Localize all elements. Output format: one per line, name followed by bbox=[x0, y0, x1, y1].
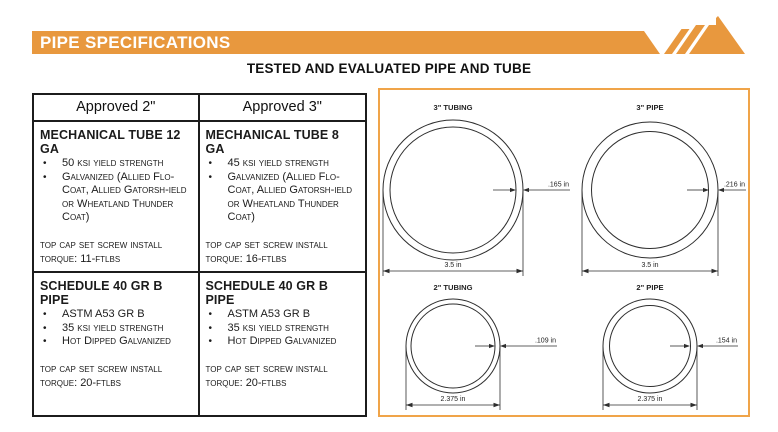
cell-mech-tube-12ga bbox=[34, 122, 200, 273]
spec-bullet: • 35 ksi yield strength bbox=[206, 322, 360, 336]
column-header-approved-2in: Approved 2" bbox=[34, 95, 200, 122]
bullet-dot: • bbox=[208, 309, 213, 320]
diagram-title: 3" PIPE bbox=[636, 103, 664, 112]
diagram-title: 3" TUBING bbox=[433, 103, 473, 112]
pipe-diagram-panel bbox=[378, 88, 750, 417]
spec-bullet: • 45 ksi yield strength bbox=[206, 157, 360, 171]
bullet-dot: • bbox=[208, 336, 213, 347]
torque-note: top cap set screw install torque: 16-ftlbs bbox=[205, 238, 328, 265]
diagram-2in-tubing bbox=[406, 283, 557, 410]
diagram-2in-pipe bbox=[603, 283, 738, 410]
cell-sch40-pipe-2in bbox=[34, 273, 200, 415]
diagram-3in-tubing bbox=[383, 103, 570, 276]
od-dimension-label: 2.375 in bbox=[637, 396, 663, 403]
bullet-dot: • bbox=[208, 322, 213, 334]
spec-bullet: • 35 ksi yield strength bbox=[40, 322, 192, 336]
spec-heading: SCHEDULE 40 GR B PIPE bbox=[40, 279, 163, 307]
wall-thickness-label: .165 in bbox=[547, 181, 569, 189]
cell-sch40-pipe-3in bbox=[200, 273, 366, 415]
spec-bullet: • 50 ksi yield strength bbox=[40, 157, 192, 171]
torque-note: top cap set screw install torque: 11-ftlbs bbox=[40, 238, 163, 265]
diagram-title: 2" PIPE bbox=[636, 283, 664, 292]
spec-heading: MECHANICAL TUBE 8 GA bbox=[205, 128, 339, 156]
sheet-subtitle: TESTED AND EVALUATED PIPE AND TUBE bbox=[246, 61, 532, 76]
spec-heading: SCHEDULE 40 GR B PIPE bbox=[205, 279, 328, 307]
cell-mech-tube-8ga bbox=[200, 122, 366, 273]
bullet-dot: • bbox=[43, 171, 47, 183]
od-dimension-label: 3.5 in bbox=[641, 262, 659, 269]
page-title: PIPE SPECIFICATIONS bbox=[40, 33, 231, 52]
diagram-3in-pipe bbox=[582, 103, 746, 276]
bullet-dot: • bbox=[208, 158, 213, 169]
spec-bullet: • Hot Dipped Galvanized bbox=[206, 335, 360, 349]
approved-pipe-table bbox=[32, 93, 367, 417]
column-header-approved-3in: Approved 3" bbox=[200, 95, 366, 122]
pipe-cross-section-diagrams bbox=[380, 90, 748, 415]
bullet-dot: • bbox=[43, 309, 47, 320]
wall-thickness-label: .154 in bbox=[715, 337, 737, 345]
od-dimension-label: 3.5 in bbox=[444, 262, 462, 269]
spec-bullet: • Galvanized (Allied Flo-Coat, Allied Gatorsh-ield or Wheatland Thunder Coat) bbox=[40, 171, 192, 225]
bullet-dot: • bbox=[43, 336, 47, 347]
spec-bullet: • Galvanized (Allied Flo-Coat, Allied Gatorsh-ield or Wheatland Thunder Coat) bbox=[206, 171, 360, 225]
bullet-dot: • bbox=[43, 158, 47, 169]
spec-bullet: • ASTM A53 GR B bbox=[40, 308, 192, 322]
bullet-dot: • bbox=[43, 322, 47, 334]
diagram-title: 2" TUBING bbox=[433, 283, 473, 292]
wall-thickness-label: .216 in bbox=[723, 181, 745, 189]
torque-note: top cap set screw install torque: 20-ftlbs bbox=[40, 362, 163, 389]
torque-note: top cap set screw install torque: 20-ftlbs bbox=[205, 362, 328, 389]
wall-thickness-label: .109 in bbox=[534, 337, 556, 345]
spec-bullet: • ASTM A53 GR B bbox=[206, 308, 360, 322]
spec-bullet: • Hot Dipped Galvanized bbox=[40, 335, 192, 349]
od-dimension-label: 2.375 in bbox=[440, 396, 466, 403]
spec-heading: MECHANICAL TUBE 12 GA bbox=[40, 128, 181, 156]
mountain-logo-icon bbox=[638, 10, 752, 54]
bullet-dot: • bbox=[208, 171, 213, 183]
